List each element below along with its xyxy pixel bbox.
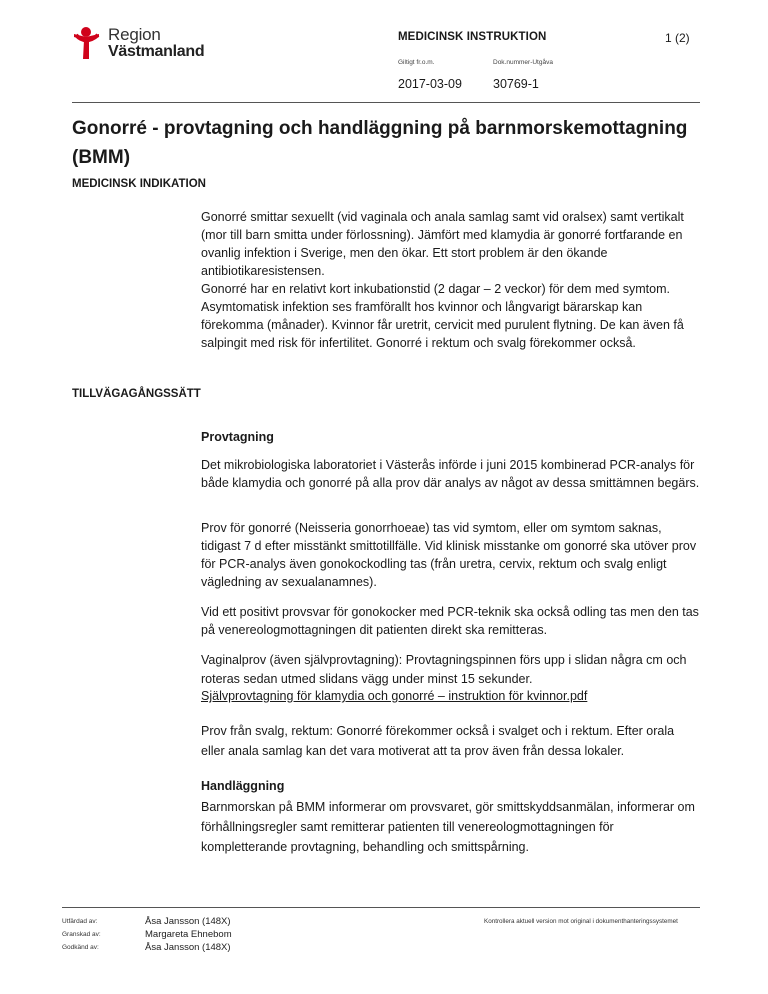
region-logo xyxy=(72,24,212,64)
sampling-paragraph-3: Vid ett positivt provsvar för gonokocker med PCR-teknik ska också odling tas men den tas på venereologmottagningen dit patienten direkt ska remitteras. xyxy=(201,605,699,637)
document-type: MEDICINSK INSTRUKTION xyxy=(398,31,547,43)
subheading-handling: Handläggning xyxy=(201,779,285,793)
issued-by-label: Utfärdad av: xyxy=(62,918,98,925)
handling-paragraph: Barnmorskan på BMM informerar om provsvaret, gör smittskyddsanmälan, informerar om förhållningsregler samt remitterar patienten till venereologmottagningen för kompletterande provtagning, behandling och smittspårning. xyxy=(201,800,695,854)
sampling-paragraph-2: Prov för gonorré (Neisseria gonorrhoeae) tas vid symtom, eller om symtom saknas, tidigast 7 d efter misstänkt smittotillfälle. Vid klinisk misstanke om gonorré ska utöver prov för PCR-analys även gonokockodling tas (från uretra, cervix, rektum och svalg enligt vägledning av sexualanamnes). xyxy=(201,521,697,589)
section-heading-procedure: TILLVÄGAGÅNGSSÄTT xyxy=(72,388,201,400)
reviewed-by-name: Margareta Ehnebom xyxy=(145,929,232,940)
doc-number-label: Dok.nummer-Utgåva xyxy=(493,59,553,66)
issued-by-name: Åsa Jansson (148X) xyxy=(145,916,231,927)
page-number: 1 (2) xyxy=(665,31,690,45)
sampling-paragraph-4: Vaginalprov (även självprovtagning): Provtagningspinnen förs upp i slidan några cm och roteras sedan utmed slidans vägg under minst 15 sekunder. xyxy=(201,653,687,686)
self-sampling-instruction-link[interactable]: Självprovtagning för klamydia och gonorré – instruktion för kvinnor.pdf xyxy=(201,689,588,703)
footer-divider xyxy=(62,907,700,908)
indication-paragraph-1: Gonorré smittar sexuellt (vid vaginala och anala samlag samt vid oralsex) samt vertikalt (mor till barn smitta under förlossning). Jämfört med klamydia är gonorré fortfarande en ovanlig infektion i Sverige, men den ökar. Ett stort problem är den ökande antibiotikaresistensen. xyxy=(201,210,684,278)
region-logo-icon xyxy=(72,26,108,60)
version-control-note: Kontrollera aktuell version mot original i dokumenthanteringssystemet xyxy=(484,918,678,925)
indication-paragraph-2: Gonorré har en relativt kort inkubationstid (2 dagar – 2 veckor) för dem med symtom. Asymtomatisk infektion ses framförallt hos kvinnor och långvarigt bärarskap kan förekomma (månader). Kvinnor får uretrit, cervicit med purulent flytning. De kan även få salpingit med risk för infertilitet. Gonorré i rektum och svalg förekommer också. xyxy=(201,282,684,350)
section-heading-indication: MEDICINSK INDIKATION xyxy=(72,178,206,190)
logo-text-vastmanland: Västmanland xyxy=(108,43,205,60)
logo-text-region: Region xyxy=(108,25,161,44)
approved-by-name: Åsa Jansson (148X) xyxy=(145,942,231,953)
valid-from-date: 2017-03-09 xyxy=(398,77,462,91)
page-title xyxy=(72,114,702,172)
subheading-sampling: Provtagning xyxy=(201,430,274,444)
approved-by-label: Godkänd av: xyxy=(62,944,99,951)
sampling-paragraph-1: Det mikrobiologiska laboratoriet i Västerås införde i juni 2015 kombinerad PCR-analys för både klamydia och gonorré på alla prov där analys av något av dessa smittämnen begärs. xyxy=(201,458,700,490)
title-line-1: Gonorré - provtagning och handläggning på barnmorskemottagning xyxy=(72,118,688,139)
doc-number: 30769-1 xyxy=(493,77,539,91)
sampling-paragraph-5: Prov från svalg, rektum: Gonorré förekommer också i svalget och i rektum. Efter orala eller anala samlag kan det vara motiverat att ta prov även från dessa lokaler. xyxy=(201,724,675,758)
title-line-2: (BMM) xyxy=(72,147,131,168)
valid-from-label: Giltigt fr.o.m. xyxy=(398,59,435,66)
reviewed-by-label: Granskad av: xyxy=(62,931,101,938)
header-divider xyxy=(72,102,700,103)
